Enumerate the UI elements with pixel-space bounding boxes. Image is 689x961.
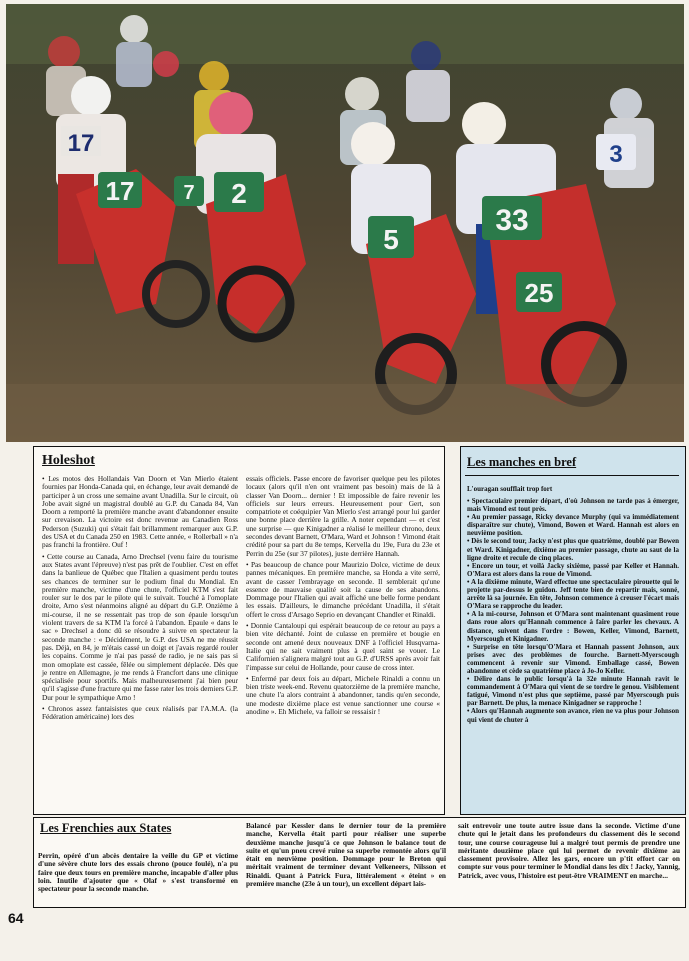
motocross-photo [6, 4, 684, 442]
number-plate-text: 5 [383, 224, 399, 255]
jersey-number-text: 17 [67, 130, 95, 157]
number-plate-text: 7 [183, 182, 195, 204]
number-plate-text: 33 [495, 204, 529, 237]
page-number: 64 [8, 910, 24, 926]
divider [465, 475, 679, 476]
frenchies-box [33, 817, 686, 908]
paragraph: • Alors qu'Hannah augmente son avance, rien ne va plus pour Johnson qui vient de chuter à [467, 707, 679, 724]
frenchies-column-3: sait entrevoir une toute autre issue dans la seconde. Victime d'une chute qui le jetait dans les profondeurs du classement dès le second tour, une course courageuse lui a malgré tout permis de prendre une méritante douzième place qui lui permet de revenir dixième au classement provisoire. Allez les gars, encore un p'tit effort car on compte sur vous pour terminer le Mondial dans les dix ! Jacky, Yannig, Patrick, avec vous, l'histoire est peut-être VRAIMENT en marche... [458, 821, 680, 880]
holeshot-box [33, 446, 445, 815]
holeshot-title: Holeshot [42, 453, 95, 468]
manches-subtitle: L'ouragan soufflait trop fort [467, 485, 553, 493]
motocross-illustration [6, 4, 684, 442]
paragraph: • Surprise en tête lorsqu'O'Mara et Hannah passent Johnson, aux prises avec des problèmes de fourche. Barnett-Myerscough commencent à revenir sur Vimond. Emballage cassé, Bowen abandonne et cède sa quatrième place à Jo-Jo Keller. [467, 642, 679, 675]
paragraph: • Spectaculaire premier départ, d'où Johnson ne tarde pas à émerger, mais Vimond est tout près. [467, 497, 679, 514]
holeshot-column-1 [42, 475, 238, 725]
frenchies-column-1: Perrin, opéré d'un abcès dentaire la veille du GP et victime d'une sévère chute lors des essais chrono (pouce foulé), n'a pu faire que deux tours en première manche, incapable d'aller plus loin. Inutile d'ajouter que « Olaf » s'est transformé en spectateur pour la seconde manche. [38, 851, 238, 894]
number-plate-text: 25 [524, 278, 554, 308]
paragraph: • Les motos des Hollandais Van Doorn et Van Mierlo étaient fournies par Honda-Canada qui, en échange, leur avait demandé de participer à un cross une semaine avant Unadilla. Sur le circuit, où Jobe avait signé un magistral doublé au G.P. du Canada 84, Van Doorn a remporté la première manche avant d'abandonner ensuite sur crevaison. La victoire est donc revenue au Canadien Ross Pederson (Suzuki) qui s'était fait brillamment remarquer aux G.P. des USA et du Canada 250 en 1983. Cette année, « Rollerball » n'a pas franchi la frontière. Ouf ! [42, 474, 238, 550]
frenchies-column-2: Balancé par Kessler dans le dernier tour de la première manche, Kervella était parti pour réaliser une superbe deuxième manche jusqu'à ce que Johnson le balance tout de suite et qu'un pneu crevé ruine sa superbe remontée alors qu'il était en neuvième position. Dommage pour le Breton qui méritait vraiment de terminer devant Velkeneers, Nilsson et Rinaldi. Quant à Patrick Fura, littéralement « éteint » en première manche (23e à un tour), un excellent départ lais- [246, 821, 446, 889]
paragraph: • Chronos assez fantaisistes que ceux réalisés par l'A.M.A. (la Fédération américaine) lors des [42, 704, 238, 722]
paragraph: • Cette course au Canada, Arno Drechsel (venu faire du tourisme aux States avant l'épreuve) n'est pas prêt de l'oublier. C'est en effet dans la banlieue de Québec que l'Italien a quasiment perdu toutes ses chances de terminer sur le podium final du Mondial. En première manche, victime d'une chute, l'officiel KTM s'est fait rouler sur le dos par le pilote qui le suivait. Touché à l'omoplate droite, Arno s'est néanmoins aligné au départ du G.P. Onzième à mi-course, il ne se ressentait pas trop de son épaule lorsqu'un violent travers de sa KTM l'a forcé à l'abandon. Epaule « dans le sac » Drechsel a donc dû se résoudre à suivre en spectateur la seconde manche : « Décidément, le G.P. des USA ne me réussit pas. Déjà, en 84, je m'étais cassé un doigt et j'avais regardé rouler les copains. Comme je n'ai pas passé de radio, je ne sais pas si mon omoplate est cassée, fêlée ou simplement déplacée. Dès que je rentre en Allemagne, je me rends à Francfort dans une clinique spécialisée pour sportifs. Mais malheureusement j'ai bien peur qu'il s'agisse d'une fracture qui me fasse rater les trois derniers G.P. Dur pour le sympathique Arno ! [42, 551, 238, 702]
paragraph: • Donnie Cantaloupi qui espérait beaucoup de ce retour au pays a bien vite déchanté. Joint de culasse en première et bougie en seconde ont amené deux nouveaux DNF à l'officiel Husqvarna-Italie qui ne sait vraiment plus à quel saint se vouer. Le Californien s'alignera malgré tout au G.P. d'URSS après avoir fait l'impasse sur celui de Hollande, pour cause de cross inter. [246, 621, 440, 672]
holeshot-column-2 [246, 475, 440, 719]
paragraph: essais officiels. Passe encore de favoriser quelque peu les pilotes locaux (alors qu'il n'en ont vraiment pas besoin) mais de là à classer Van Doorn... dernier ! Et impossible de faire revenir les officiels sur leurs erreurs. Heureusement pour Gert, son compatriote et coéquipier Van Mierlo s'est arrangé pour lui garder une bonne place derrière la grille. A noter cependant — et c'est une surprise — que Kinigadner a réalisé le meilleur chrono, deux secondes devant Barnett, O'Mara, Ward et Johnson ! Vimond était crédité pour sa part du 8e temps, Kervella du 19e, Fura du 23e et Perrin du 25e (sur 37 pilotes), juste derrière Hannah. [246, 474, 440, 558]
manches-title: Les manches en bref [467, 455, 577, 469]
paragraph: • Délire dans le public lorsqu'à la 32e minute Hannah ravit le commandement à O'Mara qui vient de se tordre le genou. Visiblement fatigué, Vimond n'est plus que septième, passé par Myerscough puis par Barnett. De plus, la menace Kinigadner se rapproche ! [467, 675, 679, 708]
paragraph: • Enfermé par deux fois au départ, Michele Rinaldi a connu un bien triste week-end. Revenu quatorzième de la première manche, une chute l'a alors contraint à abandonner, tandis qu'en seconde, une modeste dixième place est venue sanctionner une course « anodine ». Eh Michele, va falloir se ressaisir ! [246, 673, 440, 717]
paragraph: • Dès le second tour, Jacky n'est plus que quatrième, doublé par Bowen et Ward. Kinigadner, dixième au premier passage, chute au saut de la ligne droite et recule de cinq places. [467, 537, 679, 562]
paragraph: • A la dixième minute, Ward effectue une spectaculaire pirouette qui le projette par-dessus le guidon. Jeff tente bien de repartir mais, sonné, arrête là sa journée. En tête, Johnson commence à creuser l'écart mais O'Mara se rapproche du leader. [467, 577, 679, 611]
manches-body [467, 497, 679, 724]
frenchies-title: Les Frenchies aux States [36, 821, 175, 836]
paragraph: • Pas beaucoup de chance pour Maurizio Dolce, victime de deux pannes mécaniques. En première manche, sa Honda a vite serré, avant de casser l'embrayage en seconde. Il semblerait qu'une essence de mauvaise qualité soit la cause de ses abandons. Dommage pour l'Italien qui avait affiché une belle forme pendant les essais. D'ailleurs, le dimanche précédant Unadilla, il s'était offert le cross d'Arsago Seprio en devançant Chandler et Rinaldi. [246, 559, 440, 619]
paragraph: • A la mi-course, Johnson et O'Mara sont maintenant quasiment roue dans roue alors qu'Hannah commence à faire parler les chevaux. A distance, suivent dans l'ordre : Bowen, Keller, Vimond, Barnett, Myerscough et Kinigadner. [467, 610, 679, 643]
paragraph: • Au premier passage, Ricky devance Murphy (qui va immédiatement disparaître sur chute), Vimond, Bowen et Ward. Hannah est alors en neuvième position. [467, 513, 679, 538]
paragraph: • Encore un tour, et voilà Jacky sixième, passé par Keller et Hannah. O'Mara est alors dans la roue de Vimond. [467, 561, 679, 578]
number-plate-text: 17 [105, 176, 135, 206]
manches-box [460, 446, 686, 815]
number-plate-text: 2 [231, 178, 247, 209]
number-plate-text: 3 [609, 141, 623, 168]
